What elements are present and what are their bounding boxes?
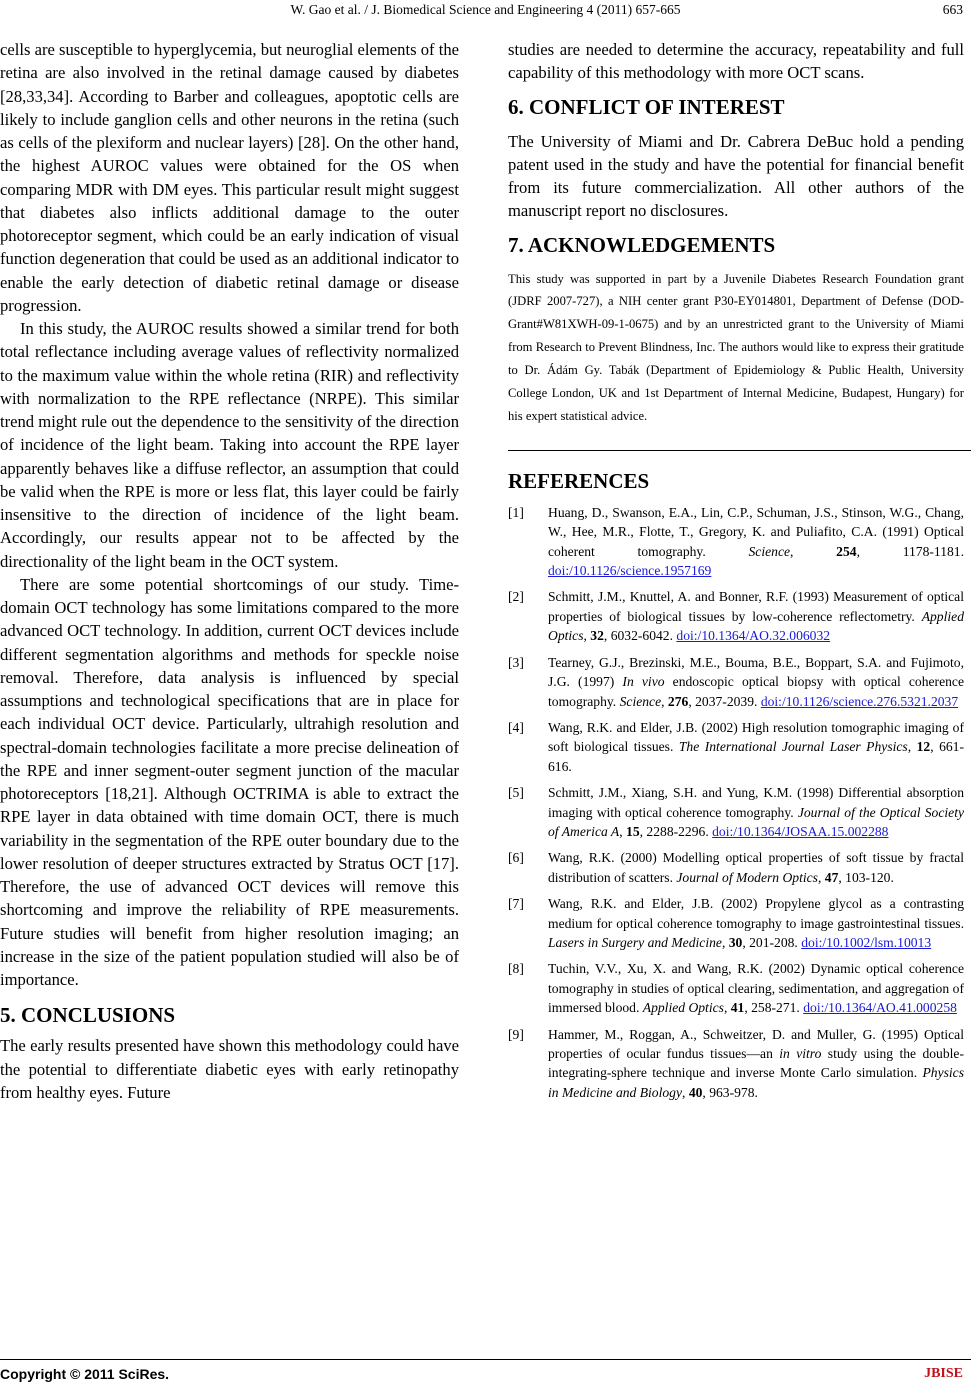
page-number: 663 <box>942 2 963 17</box>
reference-separator: , <box>817 869 825 885</box>
reference-text <box>548 783 964 841</box>
reference-number: [9] <box>508 1026 524 1042</box>
reference-number: [5] <box>508 785 524 801</box>
reference-text <box>548 587 964 645</box>
reference-journal: The International Journal Laser Physics <box>678 739 908 755</box>
reference-number: [2] <box>508 589 524 605</box>
paragraph: cells are susceptible to hyperglycemia, but neuroglial elements of the retina are also involved in the retinal damage caused by diabetes [28,33,34]. According to Barber and colleagues, apoptotic cells are likely to include ganglion cells and other neurons in the retina (such as cells of the plexiform and nuclear layers) [28]. On the other hand, the highest AUROC values were obtained for the OS when comparing MDR with DM eyes. This particular result might suggest that diabetes also inflicts additional damage to the outer photoreceptor segment, which could be an early indication of visual function degeneration that could be used as an additional indicator to enable the early detection of diabetic retinal damage or disease progression. <box>0 40 459 315</box>
running-header <box>0 0 971 20</box>
reference-journal: Science <box>619 693 662 709</box>
reference-volume: 47 <box>824 869 839 885</box>
reference-separator: , <box>907 739 917 755</box>
reference-item <box>508 848 964 887</box>
reference-authors: Tuchin, V.V., Xu, X. and Wang, R.K. (2002) Dynamic optical coherence tomography in studies of optical clearing, sedimentation, and aggregation of immersed blood. <box>548 961 964 1016</box>
reference-doi-link[interactable]: doi:/10.1002/lsm.10013 <box>801 934 932 950</box>
reference-italic: in vitro <box>779 1046 822 1061</box>
footer-journal: JBISE <box>924 1366 963 1381</box>
reference-authors: Wang, R.K. (2000) Modelling optical properties of soft tissue by fractal distribution of scatters. <box>548 850 964 885</box>
reference-volume: 32 <box>590 628 604 644</box>
reference-journal: Science <box>748 543 791 559</box>
reference-journal: Applied Optics <box>548 608 964 644</box>
reference-pages: , 258-271. <box>744 1000 804 1016</box>
reference-italic: In vivo <box>622 674 665 690</box>
reference-pages: , 6032-6042. <box>603 628 677 644</box>
reference-volume: 254 <box>836 543 857 559</box>
reference-list <box>508 503 964 1102</box>
references-heading: REFERENCES <box>508 468 650 493</box>
reference-doi-link[interactable]: doi:/10.1126/science.276.5321.2037 <box>760 693 959 709</box>
reference-pages: , 963-978. <box>702 1084 758 1100</box>
footer-copyright: Copyright © 2011 SciRes. <box>0 1366 170 1382</box>
reference-doi-link[interactable]: doi:/10.1364/JOSAA.15.002288 <box>712 823 889 839</box>
reference-number: [1] <box>508 504 524 520</box>
reference-volume: 40 <box>688 1084 703 1100</box>
section-heading-acknowledgements: 7. ACKNOWLEDGEMENTS <box>508 232 776 257</box>
reference-text <box>548 653 964 711</box>
reference-volume: 15 <box>626 823 640 839</box>
reference-volume: 30 <box>728 934 743 950</box>
paragraph: There are some potential shortcomings of our study. Time-domain OCT technology has some limitations compared to the more advanced OCT technology. In addition, current OCT devices include different segmentation algorithms and methods for speckle noise removal. Therefore, data analysis is influenced by special assumptions and technological specifications that are in place for each individual OCT device. Particularly, ultrahigh resolution and spectral-domain technologies facilitate a more precise delineation of the RPE and inner segment-outer segment junction of the macular photoreceptors [18,21]. Although OCTRIMA is able to extract the RPE layer in data obtained with time domain OCT, there is much variability in the segmentation of the RPE outer boundary due to the lower resolution of deeper structures extracted by Stratus OCT [17]. Therefore, the use of advanced OCT devices will remove this shortcoming and improve the reliability of RPE measurements. Future studies will benefit from higher resolution imaging; an increase in the size of the patient population studied will also be of importance. <box>0 574 459 989</box>
reference-pages: , 661-616. <box>548 739 965 774</box>
reference-authors: Schmitt, J.M., Knuttel, A. and Bonner, R.F. (1993) Measurement of optical properties of biological tissues by low-coherence reflectometry. <box>548 589 964 624</box>
reference-number: [3] <box>508 654 524 670</box>
reference-number: [7] <box>508 896 524 912</box>
reference-separator: , <box>790 543 837 559</box>
reference-item <box>508 718 964 776</box>
reference-text <box>548 718 964 776</box>
reference-separator: , <box>619 823 627 839</box>
section-heading-conclusions: 5. CONCLUSIONS <box>0 1003 176 1028</box>
reference-volume: 12 <box>916 739 931 755</box>
reference-text <box>548 503 964 581</box>
reference-text <box>548 894 964 952</box>
reference-journal: Journal of the Optical Society of America A <box>548 804 964 839</box>
reference-item <box>508 1025 964 1103</box>
reference-item <box>508 653 964 711</box>
reference-pages: , 201-208. <box>742 934 802 950</box>
reference-volume: 41 <box>730 1000 745 1016</box>
running-title: W. Gao et al. / J. Biomedical Science and Engineering 4 (2011) 657-665 <box>290 2 681 17</box>
reference-text <box>548 848 964 887</box>
reference-pages: , 103-120. <box>838 869 894 885</box>
reference-authors: Tearney, G.J., Brezinski, M.E., Bouma, B.E., Boppart, S.A. and Fujimoto, J.G. (1997) <box>548 654 964 690</box>
section-divider <box>508 450 971 451</box>
reference-authors: Huang, D., Swanson, E.A., Lin, C.P., Schuman, J.S., Stinson, W.G., Chang, W., Hee, M.R., Flotte, T., Gregory, K. and Puliafito, C.A. (1991) Optical coherent tomography. <box>548 504 964 559</box>
reference-text <box>548 959 964 1017</box>
footer-divider <box>0 1359 971 1360</box>
reference-number: [8] <box>508 961 524 977</box>
reference-pages: , 2288-2296. <box>639 823 713 839</box>
reference-separator: , <box>661 693 668 709</box>
paragraph: In this study, the AUROC results showed a similar trend for both total reflectance including average values of reflectivity normalized to the maximum value within the whole retina (RIR) and reflectivity with normalization to the RPE reflectance (NRPE). This similar trend might rule out the dependence to the sensitivity of the direction of incidence of the light beam. Taking into account the RPE layer apparently behaves like a diffuse reflector, an assumption that could be valid when the RPE is more or less flat, this layer could be fairly insensitive to the direction of incidence of the light beam. Accordingly, our results appear not to be affected by the directionality of the light beam in the OCT system. <box>0 319 459 571</box>
reference-journal: Physics in Medicine and Biology <box>548 1065 964 1100</box>
reference-text <box>548 1025 964 1103</box>
reference-pages: , 2037-2039. <box>688 693 761 709</box>
reference-separator: , <box>723 1000 731 1016</box>
reference-doi-link[interactable]: doi:/10.1364/AO.32.006032 <box>676 628 831 644</box>
reference-journal: Lasers in Surgery and Medicine <box>548 934 722 950</box>
reference-authors: Wang, R.K. and Elder, J.B. (2002) Propylene glycol as a contrasting medium for optical coherence tomography to image gastrointestinal tissues. <box>548 896 964 931</box>
reference-number: [6] <box>508 850 524 866</box>
reference-journal: Applied Optics <box>642 1000 724 1016</box>
reference-separator: , <box>583 628 591 644</box>
reference-title: study using the double-integrating-sphere technique and inverse Monte Carlo simulation. <box>548 1046 964 1081</box>
reference-item <box>508 587 964 645</box>
reference-pages: , 1178-1181. <box>856 543 964 559</box>
acknowledgement-text: This study was supported in part by a Juvenile Diabetes Research Foundation grant (JDRF 2007-727), a NIH center grant P30-EY014801, Department of Defense (DOD-Grant#W81XWH-09-1-0675) and by an unrestricted grant to the University of Miami from Research to Prevent Blindness, Inc. The authors would like to express their gratitude to Dr. Ádám Gy. Tabák (Department of Epidemiology & Public Health, University College London, UK and 1st Department of Internal Medicine, Budapest, Hungary) for his expert statistical advice. <box>508 271 964 423</box>
reference-volume: 276 <box>667 693 689 709</box>
reference-item <box>508 959 964 1017</box>
reference-doi-link[interactable]: doi:/10.1364/AO.41.000258 <box>803 1000 957 1016</box>
reference-separator: , <box>682 1084 689 1100</box>
reference-item <box>508 503 964 581</box>
left-column <box>0 38 459 1104</box>
reference-item <box>508 783 964 841</box>
paragraph: studies are needed to determine the accuracy, repeatability and full capability of this methodology with more OCT scans. <box>508 40 964 83</box>
reference-number: [4] <box>508 719 524 735</box>
section-heading-conflict: 6. CONFLICT OF INTEREST <box>508 94 785 119</box>
reference-authors: Schmitt, J.M., Xiang, S.H. and Yung, K.M. (1998) Differential absorption imaging with optical coherence tomography. <box>548 785 964 820</box>
reference-separator: , <box>721 934 729 950</box>
reference-item <box>508 894 964 952</box>
reference-authors: Hammer, M., Roggan, A., Schweitzer, D. and Muller, G. (1995) Optical properties of ocular fundus tissues—an <box>548 1026 964 1061</box>
reference-journal: Journal of Modern Optics <box>676 869 818 885</box>
reference-doi-link[interactable]: doi:/10.1126/science.1957169 <box>548 563 712 579</box>
paragraph: The early results presented have shown this methodology could have the potential to differentiate diabetic eyes with early retinopathy from healthy eyes. Future <box>0 1036 459 1102</box>
right-column <box>508 38 964 1109</box>
paragraph: The University of Miami and Dr. Cabrera DeBuc hold a pending patent used in the study and have the potential for financial benefit from its future commercialization. All other authors of the manuscript report no disclosures. <box>508 131 964 221</box>
reference-title: endoscopic optical biopsy with optical coherence tomography. <box>548 674 964 709</box>
reference-authors: Wang, R.K. and Elder, J.B. (2002) High resolution tomographic imaging of soft biological tissues. <box>548 719 964 755</box>
